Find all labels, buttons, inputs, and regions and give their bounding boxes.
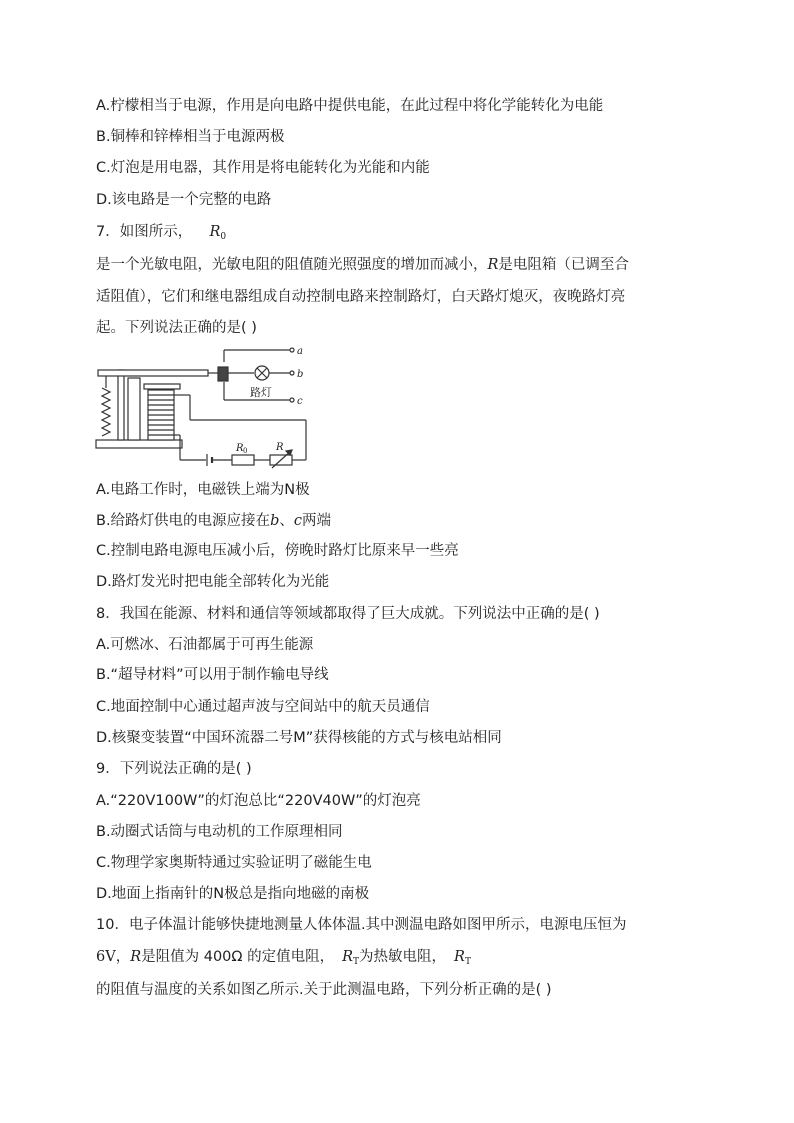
q8-option-d: D.核聚变装置“中国环流器二号M”获得核能的方式与核电站相同 bbox=[96, 730, 502, 746]
relay-contact bbox=[218, 367, 228, 381]
q7-stem-line2a: 是一个光敏电阻，光敏电阻的阻值随光照强度的增加而减小， bbox=[96, 257, 488, 273]
lamp-label: 路灯 bbox=[250, 386, 272, 399]
q10-rt2-subscript: T bbox=[464, 957, 471, 967]
relay-armature bbox=[98, 370, 208, 376]
q9-option-d: D.地面上指南针的N极总是指向地磁的南极 bbox=[96, 886, 370, 902]
q10-line2-mid2: 为热敏电阻， bbox=[359, 949, 447, 965]
q9-option-b: B.动圈式话筒与电动机的工作原理相同 bbox=[96, 824, 343, 840]
q10-voltage: 6V bbox=[96, 949, 116, 965]
q10-r-symbol: R bbox=[130, 949, 142, 965]
q9-stem: 9．下列说法正确的是( ) bbox=[96, 761, 252, 777]
q7-option-b-mid: 、 bbox=[279, 513, 294, 529]
q7-r-symbol: R bbox=[487, 257, 499, 273]
q7-option-d: D.路灯发光时把电能全部转化为光能 bbox=[96, 574, 330, 590]
q7-option-b bbox=[96, 511, 331, 531]
q7-stem-line4: 起。下列说法正确的是( ) bbox=[96, 320, 257, 336]
q7-option-c: C.控制电路电源电压减小后，傍晚时路灯比原来早一些亮 bbox=[96, 543, 459, 559]
relay-frame-post bbox=[118, 370, 124, 440]
q8-option-a: A.可燃冰、石油都属于可再生能源 bbox=[96, 637, 314, 653]
q9-option-a: A.“220V100W”的灯泡总比“220V40W”的灯泡亮 bbox=[96, 793, 421, 809]
q6-option-a: A.柠檬相当于电源，作用是向电路中提供电能，在此过程中将化学能转化为电能 bbox=[96, 98, 604, 114]
terminal-a bbox=[290, 348, 294, 352]
q8-stem: 8．我国在能源、材料和通信等领域都取得了巨大成就。下列说法中正确的是( ) bbox=[96, 606, 600, 622]
lamp-icon bbox=[255, 366, 269, 380]
q8-option-b: B.“超导材料”可以用于制作输电导线 bbox=[96, 667, 329, 683]
relay-spring bbox=[102, 388, 110, 436]
q10-stem-line2 bbox=[96, 947, 471, 972]
q10-rt-subscript: T bbox=[353, 957, 360, 967]
q6-option-b: B.铜棒和锌棒相当于电源两极 bbox=[96, 129, 285, 145]
q7-option-a: A.电路工作时，电磁铁上端为N极 bbox=[96, 482, 310, 498]
r0-label: R bbox=[236, 443, 244, 454]
q10-rt-symbol: R bbox=[342, 949, 354, 965]
terminal-c-label: c bbox=[297, 396, 303, 407]
q10-comma: ， bbox=[115, 949, 131, 965]
terminal-b bbox=[290, 371, 294, 375]
relay-base bbox=[96, 440, 182, 448]
q7-option-b-post: 两端 bbox=[301, 513, 331, 529]
r0-resistor bbox=[232, 455, 254, 465]
terminal-c bbox=[290, 398, 294, 402]
q10-rt2-symbol: R bbox=[454, 949, 465, 965]
q6-option-d: D.该电路是一个完整的电路 bbox=[96, 192, 272, 208]
r0-label-subscript: 0 bbox=[243, 447, 248, 455]
q7-stem-line2 bbox=[96, 255, 629, 275]
q7-r0-subscript: 0 bbox=[220, 232, 227, 242]
battery-icon bbox=[207, 454, 212, 466]
q7-stem-line1 bbox=[96, 222, 226, 247]
relay-circuit-figure bbox=[94, 340, 314, 470]
q10-line2-mid: 是阻值为 400Ω 的定值电阻， bbox=[141, 949, 335, 965]
q8-option-c: C.地面控制中心通过超声波与空间站中的航天员通信 bbox=[96, 699, 430, 715]
electromagnet-top bbox=[144, 384, 180, 389]
q9-option-c: C.物理学家奥斯特通过实验证明了磁能生电 bbox=[96, 855, 372, 871]
terminal-a-label: a bbox=[297, 346, 303, 357]
q7-stem-start: 7．如图所示， bbox=[96, 224, 193, 240]
q10-stem-line3: 的阻值与温度的关系如图乙所示.关于此测温电路，下列分析正确的是( ) bbox=[96, 982, 552, 998]
q6-option-c: C.灯泡是用电器，其作用是将电能转化为光能和内能 bbox=[96, 160, 430, 176]
q7-option-b-pre: B.给路灯供电的电源应接在 bbox=[96, 513, 271, 529]
q7-stem-line3: 适阻值），它们和继电器组成自动控制电路来控制路灯，白天路灯熄灭，夜晚路灯亮 bbox=[96, 289, 626, 305]
q7-option-b-c: c bbox=[293, 513, 302, 529]
q7-stem-line2b: 是电阻箱（已调至合 bbox=[498, 257, 629, 273]
q10-stem-line1: 10．电子体温计能够快捷地测量人体体温.其中测温电路如图甲所示，电源电压恒为 bbox=[96, 917, 627, 933]
q7-r0-symbol: R bbox=[209, 224, 221, 240]
terminal-b-label: b bbox=[297, 369, 304, 380]
q7-option-b-b: b bbox=[270, 513, 280, 529]
electromagnet-coil bbox=[148, 390, 174, 440]
r-label: R bbox=[276, 442, 284, 453]
